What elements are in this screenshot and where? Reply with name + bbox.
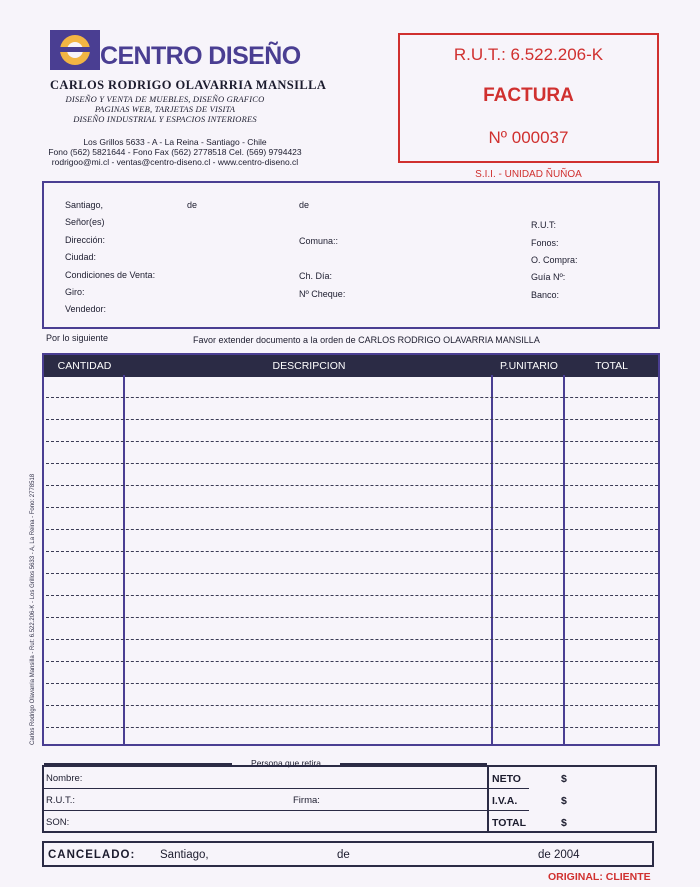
table-row-line: [46, 463, 658, 464]
table-header: [44, 355, 658, 377]
totals-box: [487, 765, 657, 833]
n-cheque-label: Nº Cheque:: [299, 289, 346, 299]
cancelado-de-1: de: [337, 849, 350, 861]
o-compra-label: O. Compra:: [531, 255, 578, 265]
logo-icon: [50, 30, 100, 70]
rut-label: R.U.T:: [531, 220, 557, 230]
vertical-imprint: Carlos Rodrigo Olavarria Mansilla - Rut: 6.522.206-K - Los Grillos 5633 - A, La Reina - Fono: 2778518: [30, 473, 36, 745]
divider-line: [489, 788, 529, 789]
items-table: [42, 353, 660, 746]
tagline-2: PAGINAS WEB, TARJETAS DE VISITA: [94, 104, 236, 114]
direccion-label: Dirección:: [65, 235, 106, 245]
signature-box: [42, 765, 489, 833]
fonos-label: Fonos:: [531, 238, 559, 248]
divider-line: [44, 810, 487, 811]
nombre-label: Nombre:: [46, 773, 83, 784]
firma-label: Firma:: [293, 795, 320, 806]
tagline-3: DISEÑO INDUSTRIAL Y ESPACIOS INTERIORES: [73, 114, 257, 124]
signature-rut-label: R.U.T.:: [46, 795, 76, 806]
son-label: SON:: [46, 817, 70, 828]
cancelado-de-2004: de 2004: [538, 849, 580, 861]
ciudad-label: Ciudad:: [65, 252, 97, 262]
table-row-line: [46, 507, 658, 508]
original-cliente: ORIGINAL: CLIENTE: [548, 871, 651, 883]
column-divider: [491, 375, 493, 744]
iva-label: I.V.A.: [492, 795, 518, 807]
giro-label: Giro:: [65, 287, 85, 297]
guia-label: Guía Nº:: [531, 272, 566, 282]
table-row-line: [46, 705, 658, 706]
table-row-line: [46, 551, 658, 552]
neto-label: NETO: [492, 773, 521, 785]
table-row-line: [46, 441, 658, 442]
table-row-line: [46, 485, 658, 486]
rut-number: R.U.T.: 6.522.206-K: [453, 45, 604, 64]
favor-extender: Favor extender documento a la orden de CARLOS RODRIGO OLAVARRIA MANSILLA: [193, 335, 540, 345]
sii-unit: S.I.I. - UNIDAD ÑUÑOA: [475, 169, 582, 180]
table-row-line: [46, 397, 658, 398]
owner-name: CARLOS RODRIGO OLAVARRIA MANSILLA: [50, 78, 327, 92]
table-row-line: [46, 573, 658, 574]
iva-currency: $: [561, 795, 567, 807]
document-type: FACTURA: [483, 85, 574, 106]
address: Los Grillos 5633 - A - La Reina - Santiago - Chile: [83, 137, 267, 147]
divider-line: [44, 788, 487, 789]
header-punitario: P.UNITARIO: [500, 360, 558, 372]
date-de-1: de: [187, 200, 198, 210]
divider-line: [489, 810, 529, 811]
phones: Fono (562) 5821644 - Fono Fax (562) 2778518 Cel. (569) 9794423: [48, 147, 302, 157]
table-row-line: [46, 727, 658, 728]
logo-name: CENTRO DISEÑO: [100, 42, 301, 70]
condiciones-label: Condiciones de Venta:: [65, 270, 156, 280]
ch-dia-label: Ch. Día:: [299, 271, 333, 281]
client-info-box: [42, 181, 660, 329]
document-number: Nº 000037: [488, 128, 569, 147]
column-divider: [123, 375, 125, 744]
santiago-label: Santiago,: [65, 200, 104, 210]
date-de-2: de: [299, 200, 310, 210]
table-row-line: [46, 595, 658, 596]
total-label: TOTAL: [492, 817, 527, 829]
header-descripcion: DESCRIPCION: [272, 360, 346, 372]
table-row-line: [46, 419, 658, 420]
total-currency: $: [561, 817, 567, 829]
header-total: TOTAL: [595, 360, 628, 372]
por-lo-siguiente: Por lo siguiente: [46, 333, 109, 343]
persona-que-retira: Persona que retira: [251, 758, 321, 768]
header-cantidad: CANTIDAD: [57, 360, 112, 372]
cancelado-label: CANCELADO:: [48, 849, 136, 861]
emails: rodrigoo@mi.cl - ventas@centro-diseno.cl - www.centro-diseno.cl: [51, 157, 299, 167]
table-row-line: [46, 639, 658, 640]
neto-currency: $: [561, 773, 567, 785]
cancelado-santiago: Santiago,: [160, 849, 209, 861]
tagline-1: DISEÑO Y VENTA DE MUEBLES, DISEÑO GRAFICO: [65, 94, 265, 104]
comuna-label: Comuna::: [299, 236, 339, 246]
table-row-line: [46, 617, 658, 618]
cancelado-box: [42, 841, 654, 867]
table-row-line: [46, 683, 658, 684]
column-divider: [563, 375, 565, 744]
rut-box: [398, 33, 659, 163]
banco-label: Banco:: [531, 290, 560, 300]
table-row-line: [46, 661, 658, 662]
senores-label: Señor(es): [65, 217, 105, 227]
table-row-line: [46, 529, 658, 530]
vendedor-label: Vendedor:: [65, 304, 107, 314]
